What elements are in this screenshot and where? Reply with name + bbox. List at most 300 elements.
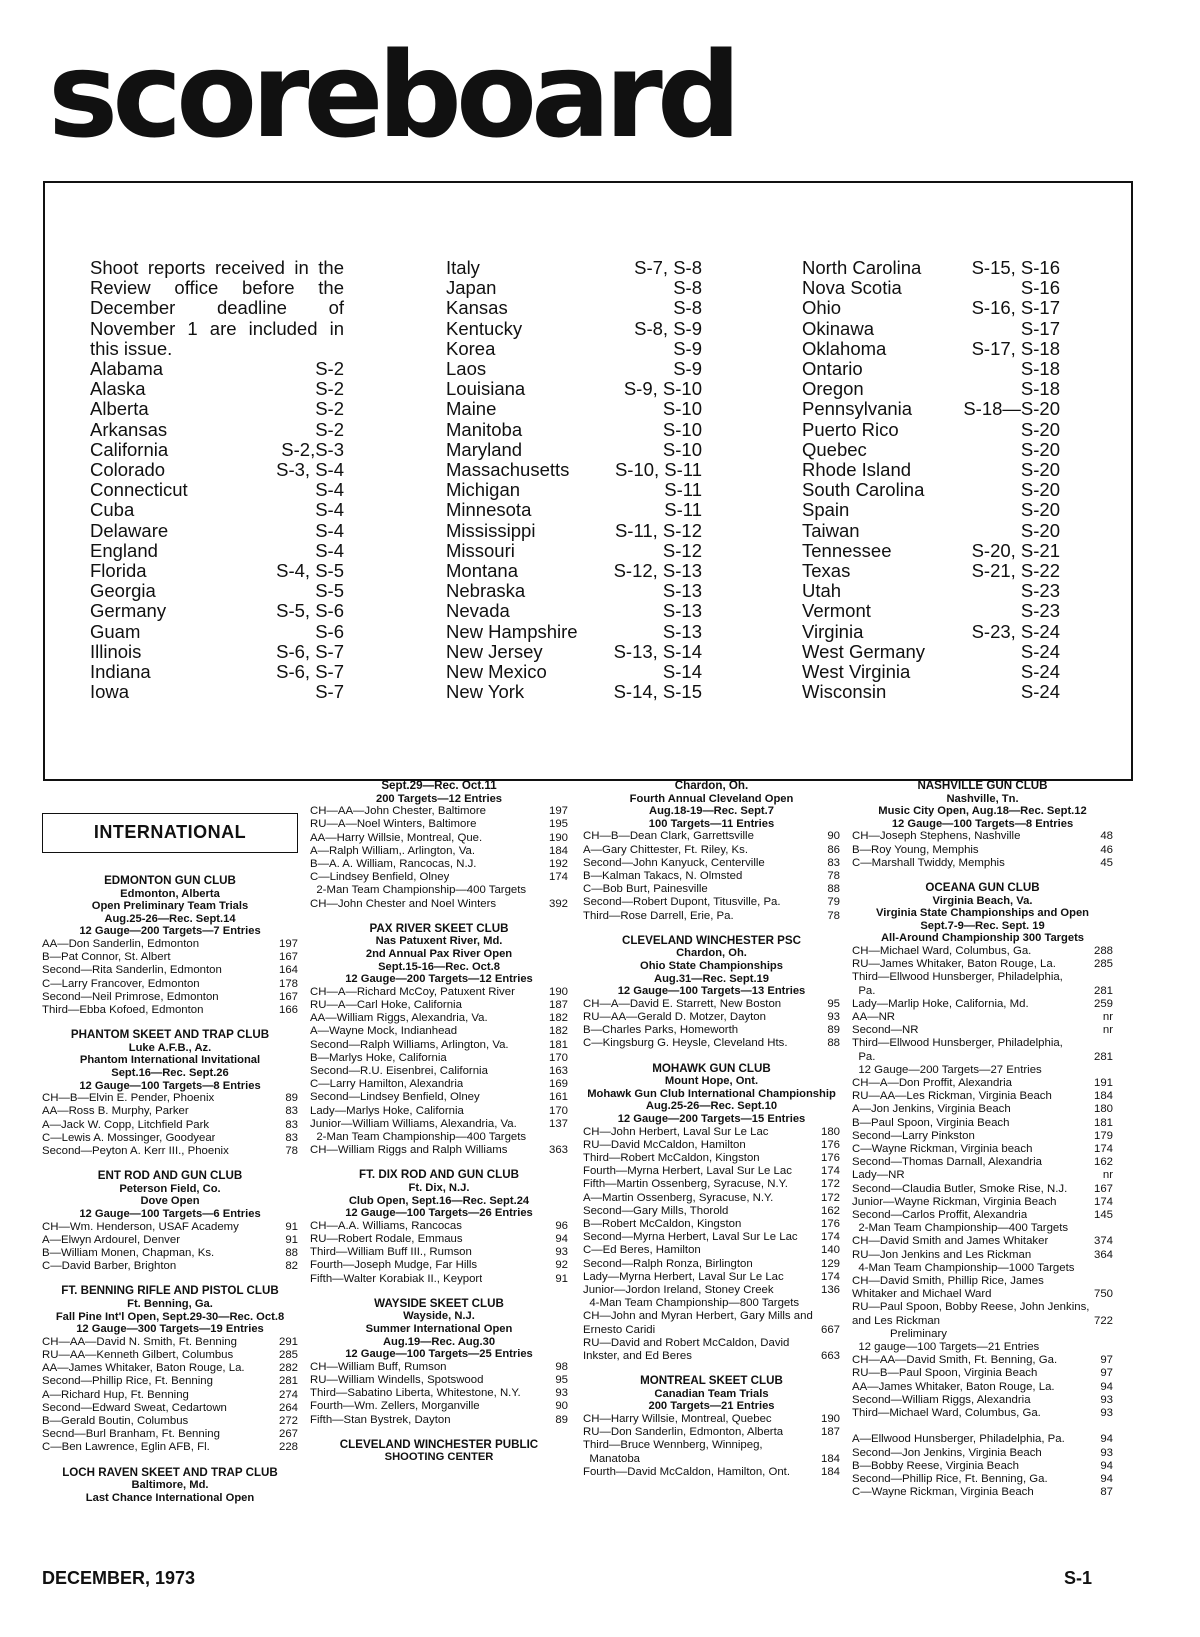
index-page-ref: S-14, S-15 — [613, 681, 702, 703]
result-shooter: C—Bob Burt, Painesville — [583, 883, 708, 896]
index-state-name: England — [90, 539, 158, 561]
result-line — [310, 1259, 568, 1272]
result-score: 174 — [820, 1270, 840, 1283]
result-score: 174 — [820, 1231, 840, 1244]
club-subheading: Aug.18-19—Rec. Sept.7 — [649, 805, 774, 818]
club-report — [583, 780, 840, 923]
result-line — [42, 1234, 298, 1247]
result-line — [583, 1297, 840, 1310]
result-line — [852, 1288, 1113, 1301]
club-subheading: 2nd Annual Pax River Open — [365, 948, 513, 960]
result-line — [852, 1328, 1113, 1341]
result-shooter: CH—AA—David Smith, Ft. Benning, Ga. — [852, 1354, 1058, 1367]
result-shooter: CH—AA—David N. Smith, Ft. Benning — [42, 1335, 237, 1348]
result-shooter: Third—Sabatino Liberta, Whitestone, N.Y. — [310, 1387, 521, 1400]
result-shooter: 2-Man Team Championship—400 Targets — [310, 1131, 527, 1144]
index-state-name: Illinois — [90, 640, 142, 662]
result-score: 187 — [820, 1426, 840, 1439]
club-subheading: 12 Gauge—200 Targets—7 Entries — [79, 925, 261, 938]
result-line — [42, 1004, 298, 1017]
index-entry — [90, 440, 344, 460]
club-report — [310, 1439, 568, 1464]
index-entry — [802, 379, 1060, 399]
result-score: 83 — [285, 1131, 298, 1144]
result-score: 392 — [548, 897, 568, 910]
index-entry — [802, 359, 1060, 379]
club-subheading: Mohawk Gun Club International Championship — [587, 1087, 836, 1100]
result-shooter: 12 Gauge—200 Targets—27 Entries — [852, 1063, 1042, 1076]
result-line — [852, 1407, 1113, 1420]
result-shooter: Second—Jon Jenkins, Virginia Beach — [852, 1446, 1042, 1459]
result-shooter: Junior—Wayne Rickman, Virginia Beach — [852, 1195, 1057, 1208]
result-score: 259 — [1093, 997, 1113, 1010]
index-entry — [446, 420, 702, 440]
index-state-name: Italy — [446, 257, 480, 278]
result-shooter: Second—Robert Dupont, Titusville, Pa. — [583, 896, 781, 909]
result-shooter: RU—James Whitaker, Baton Rouge, La. — [852, 958, 1056, 971]
result-score: 181 — [1093, 1116, 1113, 1129]
result-shooter: Fifth—Stan Bystrek, Dayton — [310, 1413, 451, 1426]
result-line — [42, 1119, 298, 1132]
result-line — [852, 1473, 1113, 1486]
club-subheading: 12 Gauge—200 Targets—15 Entries — [617, 1112, 806, 1125]
index-entry — [90, 541, 344, 561]
index-state-name: Oregon — [802, 378, 864, 400]
result-line — [583, 1231, 840, 1244]
result-line — [852, 1064, 1113, 1077]
index-entry — [802, 298, 1060, 318]
club-subheading: 12 Gauge—100 Targets—26 Entries — [345, 1207, 533, 1220]
result-score: 93 — [1100, 1407, 1113, 1420]
result-score: 285 — [278, 1348, 298, 1361]
index-column-3 — [802, 258, 1060, 702]
result-shooter: Preliminary — [852, 1327, 947, 1340]
index-state-name: California — [90, 438, 169, 460]
result-score: 184 — [1093, 1090, 1113, 1103]
club-subheading: Dove Open — [140, 1195, 200, 1208]
result-shooter: Third—Bruce Wennberg, Winnipeg, — [583, 1439, 763, 1452]
result-score: 184 — [820, 1452, 840, 1465]
result-score: 94 — [1100, 1473, 1113, 1486]
index-page-ref: S-16 — [1020, 277, 1060, 299]
result-line — [852, 1209, 1113, 1222]
result-score: 90 — [555, 1400, 568, 1413]
result-line — [852, 1051, 1113, 1064]
club-subheading: SHOOTING CENTER — [384, 1451, 494, 1464]
result-shooter: CH—Joseph Stephens, Nashville — [852, 830, 1021, 843]
index-page-ref: S-6, S-7 — [276, 640, 344, 662]
club-subheading: Fourth Annual Cleveland Open — [629, 792, 794, 805]
club-subheading: 12 Gauge—100 Targets—13 Entries — [617, 985, 806, 998]
result-line — [42, 991, 298, 1004]
index-state-name: Pennsylvania — [802, 398, 913, 420]
result-line — [852, 971, 1113, 984]
index-page-ref: S-4 — [315, 539, 344, 561]
index-entry — [90, 521, 344, 541]
result-shooter: B—Charles Parks, Homeworth — [583, 1024, 739, 1037]
result-score: 281 — [1093, 1050, 1113, 1063]
index-state-name: Delaware — [90, 519, 169, 541]
result-line — [583, 1126, 840, 1139]
index-entry — [446, 642, 702, 662]
result-line — [310, 1118, 568, 1131]
index-entry — [446, 521, 702, 541]
club-heading: PAX RIVER SKEET CLUB — [369, 921, 509, 935]
club-report — [42, 1467, 298, 1505]
result-shooter: Second—William Riggs, Alexandria — [852, 1393, 1031, 1406]
result-score: 191 — [1093, 1076, 1113, 1089]
result-line — [310, 1012, 568, 1025]
club-heading: CLEVELAND WINCHESTER PUBLIC — [339, 1437, 539, 1451]
result-shooter: Lady—Myrna Herbert, Laval Sur Le Lac — [583, 1270, 784, 1283]
result-shooter: Fourth—Myrna Herbert, Laval Sur Le Lac — [583, 1165, 792, 1178]
index-page-ref: S-4, S-5 — [276, 560, 344, 582]
index-entry — [90, 500, 344, 520]
result-shooter: Whitaker and Michael Ward — [852, 1288, 992, 1301]
index-entry — [90, 399, 344, 419]
result-shooter: RU—Paul Spoon, Bobby Reese, John Jenkins, — [852, 1301, 1090, 1314]
result-score: 162 — [820, 1204, 840, 1217]
index-entry — [90, 682, 344, 702]
result-shooter: CH—William Riggs and Ralph Williams — [310, 1144, 508, 1157]
index-page-ref: S-17, S-18 — [971, 337, 1060, 359]
index-state-name: Kentucky — [446, 317, 523, 339]
club-subheading: Nas Patuxent River, Md. — [375, 935, 503, 948]
result-score: 187 — [548, 998, 568, 1011]
result-shooter: AA—James Whitaker, Baton Rouge, La. — [42, 1362, 245, 1375]
index-state-name: New Hampshire — [446, 620, 578, 642]
result-line — [583, 1413, 840, 1426]
result-line — [852, 1420, 1113, 1433]
result-score: 162 — [1093, 1156, 1113, 1169]
club-report — [310, 1169, 568, 1285]
result-score: 83 — [285, 1118, 298, 1131]
club-heading: OCEANA GUN CLUB — [925, 880, 1040, 894]
result-score: 94 — [1100, 1433, 1113, 1446]
result-line — [583, 1310, 840, 1323]
result-shooter: Pa. — [852, 1050, 876, 1063]
club-heading: Chardon, Oh. — [674, 779, 749, 792]
index-page-ref: S-4 — [315, 519, 344, 541]
index-page-ref: S-2 — [315, 378, 344, 400]
result-shooter: Third—Rose Darrell, Erie, Pa. — [583, 909, 734, 922]
index-page-ref: S-4 — [315, 499, 344, 521]
result-line — [310, 1025, 568, 1038]
result-shooter: C—Lindsey Benfield, Olney — [310, 871, 450, 884]
index-state-name: Indiana — [90, 661, 151, 683]
index-state-name: Puerto Rico — [802, 418, 899, 440]
index-state-name: Maryland — [446, 438, 523, 460]
masthead-title: scoreboard — [48, 26, 736, 164]
result-score: 88 — [285, 1246, 298, 1259]
club-subheading: Ft. Dix, N.J. — [408, 1182, 470, 1195]
index-page-ref: S-10, S-11 — [614, 459, 702, 481]
index-page-ref: S-23 — [1020, 600, 1060, 622]
result-line — [310, 1131, 568, 1144]
result-score: 274 — [278, 1388, 298, 1401]
result-line — [310, 1374, 568, 1387]
result-shooter: CH—Wm. Henderson, USAF Academy — [42, 1220, 239, 1233]
result-score: 86 — [827, 843, 840, 856]
index-entry — [802, 460, 1060, 480]
result-shooter: CH—A.A. Williams, Rancocas — [310, 1219, 462, 1232]
result-shooter: Second—John Kanyuck, Centerville — [583, 856, 765, 869]
result-score: 88 — [827, 883, 840, 896]
index-page-ref: S-5, S-6 — [276, 600, 344, 622]
index-page-ref: S-24 — [1020, 681, 1060, 703]
result-line — [583, 1439, 840, 1452]
result-shooter: AA—James Whitaker, Baton Rouge, La. — [852, 1380, 1055, 1393]
result-shooter: C—Larry Hamilton, Alexandria — [310, 1078, 464, 1091]
result-shooter: Third—Ellwood Hunsberger, Philadelphia, — [852, 1037, 1063, 1050]
result-line — [583, 1037, 840, 1050]
club-subheading: 12 Gauge—300 Targets—19 Entries — [76, 1323, 264, 1336]
result-shooter: B—Roy Young, Memphis — [852, 843, 979, 856]
result-shooter: A—Martin Ossenberg, Syracuse, N.Y. — [583, 1191, 774, 1204]
result-line — [42, 1105, 298, 1118]
result-line — [310, 1144, 568, 1157]
result-score: 79 — [827, 896, 840, 909]
result-line — [42, 1415, 298, 1428]
club-subheading: Aug.31—Rec. Sept.19 — [653, 972, 770, 985]
index-state-name: Quebec — [802, 438, 867, 460]
result-shooter: C—Lewis A. Mossinger, Goodyear — [42, 1131, 216, 1144]
result-score: 182 — [548, 1012, 568, 1025]
result-line — [852, 1117, 1113, 1130]
index-page-ref: S-20 — [1020, 459, 1060, 481]
index-state-name: Alaska — [90, 378, 146, 400]
index-entry — [802, 642, 1060, 662]
result-line — [42, 938, 298, 951]
result-score: nr — [1102, 1169, 1113, 1182]
result-shooter: Inkster, and Ed Beres — [583, 1350, 692, 1362]
club-subheading: 12 Gauge—100 Targets—25 Entries — [345, 1348, 533, 1361]
result-score: 78 — [827, 909, 840, 922]
index-entry — [90, 480, 344, 500]
index-entry — [446, 399, 702, 419]
club-subheading: Last Chance International Open — [85, 1491, 255, 1504]
result-shooter: and Les Rickman — [852, 1314, 941, 1327]
index-state-name: North Carolina — [802, 257, 922, 278]
result-shooter: Second—Gary Mills, Thorold — [583, 1204, 729, 1217]
index-state-name: South Carolina — [802, 479, 925, 501]
result-line — [583, 1350, 840, 1363]
index-page-ref: S-7 — [315, 681, 344, 703]
result-line — [583, 1152, 840, 1165]
result-shooter: B—Pat Connor, St. Albert — [42, 951, 171, 964]
result-shooter: C—Kingsburg G. Heysle, Cleveland Hts. — [583, 1037, 788, 1050]
results-column-1 — [42, 805, 298, 1516]
club-subheading: Sept.7-9—Rec. Sept. 19 — [920, 919, 1045, 932]
result-shooter: Second—Ralph Ronza, Birlington — [583, 1257, 753, 1270]
result-score: 87 — [1100, 1486, 1113, 1499]
result-line — [42, 1221, 298, 1234]
result-score: 182 — [548, 1025, 568, 1038]
result-line — [583, 870, 840, 883]
club-subheading: 200 Targets—21 Entries — [648, 1400, 775, 1413]
index-entry — [802, 622, 1060, 642]
result-line — [583, 857, 840, 870]
index-page-ref: S-20 — [1020, 519, 1060, 541]
club-subheading: Summer International Open — [365, 1323, 513, 1335]
result-score: 88 — [827, 1037, 840, 1050]
index-entry — [90, 622, 344, 642]
result-line — [310, 1414, 568, 1427]
result-shooter: Second—NR — [852, 1024, 919, 1037]
result-line — [852, 1024, 1113, 1037]
result-shooter: RU—David McCaldon, Hamilton — [583, 1138, 746, 1151]
result-score: 83 — [827, 856, 840, 869]
result-shooter: 4-Man Team Championship—1000 Targets — [852, 1261, 1075, 1274]
result-shooter: Second—Thomas Darnall, Alexandria — [852, 1156, 1042, 1169]
result-line — [852, 1381, 1113, 1394]
result-line — [852, 1315, 1113, 1328]
index-entry — [446, 359, 702, 379]
result-score: 46 — [1100, 843, 1113, 856]
index-state-name: Okinawa — [802, 317, 874, 339]
result-shooter: Second—Lindsey Benfield, Olney — [310, 1091, 480, 1104]
index-entry — [446, 601, 702, 621]
club-heading: ENT ROD AND GUN CLUB — [97, 1169, 243, 1183]
result-shooter: B—Marlys Hoke, California — [310, 1051, 447, 1064]
result-line — [310, 818, 568, 831]
result-score: 264 — [278, 1401, 298, 1414]
club-report — [852, 780, 1113, 870]
result-score: nr — [1102, 1010, 1113, 1023]
result-shooter: Third—Ebba Kofoed, Edmonton — [42, 1003, 204, 1016]
result-line — [852, 1143, 1113, 1156]
result-shooter: Second—Larry Pinkston — [852, 1129, 975, 1142]
result-score: 89 — [285, 1092, 298, 1105]
index-state-name: Alberta — [90, 398, 149, 420]
result-line — [583, 1284, 840, 1297]
result-line — [852, 1169, 1113, 1182]
result-score: 667 — [820, 1323, 840, 1336]
club-subheading: 12 Gauge—100 Targets—8 Entries — [891, 817, 1074, 830]
index-page-ref: S-24 — [1020, 640, 1060, 662]
result-line — [583, 844, 840, 857]
result-score: 90 — [827, 830, 840, 843]
result-shooter: C—Wayne Rickman, Virginia Beach — [852, 1486, 1034, 1499]
club-subheading: Sept.15-16—Rec. Oct.8 — [378, 960, 500, 973]
club-subheading: Phantom International Invitational — [79, 1054, 261, 1067]
result-shooter — [852, 1420, 855, 1433]
result-score: 174 — [820, 1165, 840, 1178]
index-state-name: New York — [446, 681, 525, 703]
result-shooter: C—Ben Lawrence, Eglin AFB, Fl. — [42, 1441, 210, 1454]
club-subheading: Nashville, Tn. — [946, 792, 1019, 805]
result-shooter: Fifth—Walter Korabiak II., Keyport — [310, 1272, 483, 1285]
result-line — [852, 1367, 1113, 1380]
index-entry — [802, 258, 1060, 278]
index-entry — [90, 662, 344, 682]
result-line — [852, 1301, 1113, 1314]
result-line — [42, 1132, 298, 1145]
index-page-ref: S-2 — [315, 398, 344, 420]
result-line — [583, 1426, 840, 1439]
index-entry — [90, 460, 344, 480]
club-subheading: Club Open, Sept.16—Rec. Sept.24 — [348, 1194, 530, 1207]
result-line — [583, 1178, 840, 1191]
club-heading: MONTREAL SKEET CLUB — [640, 1374, 783, 1388]
index-entry — [90, 359, 344, 379]
result-shooter: B—William Monen, Chapman, Ks. — [42, 1246, 215, 1259]
index-state-name: Spain — [802, 499, 850, 521]
index-state-name: Oklahoma — [802, 337, 887, 359]
result-line — [310, 805, 568, 818]
results-column-4 — [852, 780, 1113, 1511]
index-entry — [446, 480, 702, 500]
result-shooter: B—Kalman Takacs, N. Olmsted — [583, 869, 743, 882]
club-subheading: 200 Targets—12 Entries — [375, 792, 503, 805]
club-heading: WAYSIDE SKEET CLUB — [374, 1296, 504, 1310]
result-score: 180 — [1093, 1103, 1113, 1116]
result-shooter: AA—Harry Willsie, Montreal, Que. — [310, 831, 483, 844]
club-subheading: Open Preliminary Team Trials — [91, 900, 249, 913]
index-page-ref: S-13 — [662, 620, 702, 642]
result-shooter: CH—Harry Willsie, Montreal, Quebec — [583, 1412, 772, 1425]
result-score: 97 — [1100, 1354, 1113, 1367]
footer-date: DECEMBER, 1973 — [42, 1568, 196, 1588]
index-state-name: Minnesota — [446, 499, 532, 521]
result-line — [852, 1222, 1113, 1235]
result-line — [42, 964, 298, 977]
result-score: 184 — [548, 844, 568, 857]
result-score: 181 — [548, 1038, 568, 1051]
result-shooter: Manatoba — [583, 1452, 640, 1465]
result-shooter: RU—AA—Kenneth Gilbert, Columbus — [42, 1348, 234, 1361]
result-shooter: CH—A—David E. Starrett, New Boston — [583, 997, 782, 1010]
result-shooter: Second—Peyton A. Kerr III., Phoenix — [42, 1144, 229, 1157]
club-report — [310, 923, 568, 1158]
result-line — [583, 830, 840, 843]
result-line — [852, 958, 1113, 971]
result-shooter: CH—David Smith and James Whitaker — [852, 1235, 1049, 1248]
index-page-ref: S-11 — [664, 499, 702, 521]
result-line — [310, 845, 568, 858]
index-entry — [446, 379, 702, 399]
result-score: 172 — [820, 1178, 840, 1191]
result-shooter: 4-Man Team Championship—800 Targets — [583, 1297, 800, 1310]
index-page-ref: S-8, S-9 — [634, 317, 702, 339]
index-page-ref: S-4 — [315, 479, 344, 501]
result-shooter: B—Bobby Reese, Virginia Beach — [852, 1459, 1019, 1472]
result-score: 195 — [548, 818, 568, 831]
result-line — [852, 844, 1113, 857]
index-entry — [446, 460, 702, 480]
result-score: 197 — [278, 937, 298, 950]
result-shooter: B—Robert McCaldon, Kingston — [583, 1217, 742, 1230]
index-page-ref: S-13 — [662, 580, 702, 602]
result-score: 722 — [1093, 1314, 1113, 1327]
result-shooter: Second—Edward Sweat, Cedartown — [42, 1401, 227, 1414]
result-score: 93 — [555, 1246, 568, 1259]
index-page-ref: S-20 — [1020, 438, 1060, 460]
state-index-box — [43, 181, 1133, 781]
index-state-name: Utah — [802, 580, 842, 602]
club-subheading: 12 Gauge—100 Targets—8 Entries — [79, 1079, 261, 1092]
result-line — [310, 871, 568, 884]
result-shooter: Second—Myrna Herbert, Laval Sur Le Lac — [583, 1231, 798, 1244]
index-entry — [446, 682, 702, 702]
result-score: 176 — [820, 1217, 840, 1230]
index-entry — [802, 561, 1060, 581]
section-title-international: INTERNATIONAL — [42, 813, 298, 853]
result-score: 91 — [285, 1233, 298, 1246]
result-score: 97 — [1100, 1367, 1113, 1380]
club-report — [42, 1029, 298, 1158]
club-subheading: 100 Targets—11 Entries — [648, 817, 775, 830]
